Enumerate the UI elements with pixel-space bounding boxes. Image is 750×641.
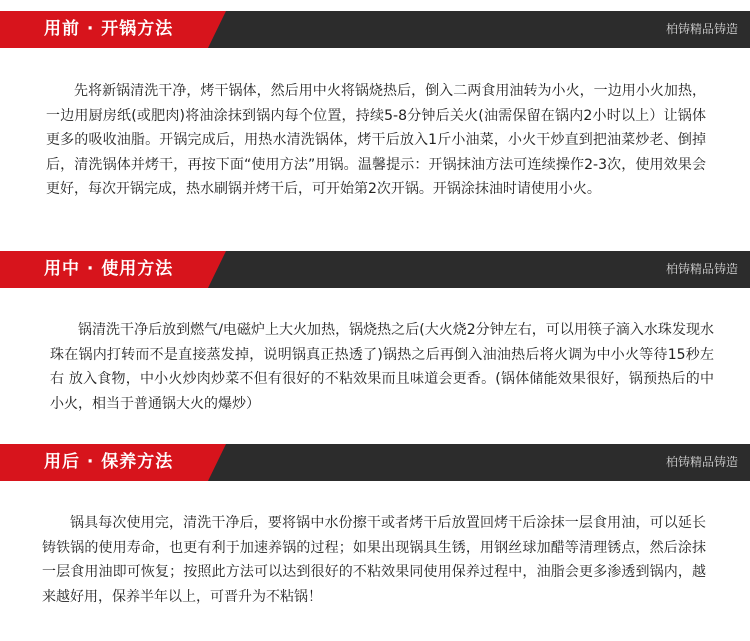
brand-label: 柏铸精品铸造 [665, 455, 738, 469]
section-title: 用前 · 开锅方法 [44, 19, 174, 39]
section-title: 用中 · 使用方法 [44, 259, 174, 279]
section-title: 用后 · 保养方法 [44, 452, 174, 472]
section-header-before-use [0, 11, 750, 48]
section-body: 锅清洗干净后放到燃气/电磁炉上大火加热，锅烧热之后(大火烧2分钟左右，可以用筷子滴入水珠发现水珠在锅内打转而不是直接蒸发掉，说明锅真正热透了)锅热之后再倒入油油热后将火调为中小火等待15秒左右 放入食物，中小火炒肉炒菜不但有很好的不粘效果而且味道会更香。(锅体储能效果很好，锅预热后的中小火，相当于普通锅大火的爆炒） [50, 322, 714, 412]
brand-label: 柏铸精品铸造 [665, 262, 738, 276]
section-header-during-use [0, 251, 750, 288]
section-body: 锅具每次使用完，清洗干净后，要将锅中水份擦干或者烤干后放置回烤干后涂抹一层食用油，可以延长铸铁锅的使用寿命，也更有利于加速养锅的过程；如果出现锅具生锈，用钢丝球加醋等清理锈点，然后涂抹一层食用油即可恢复；按照此方法可以达到很好的不粘效果同使用保养过程中，油脂会更多渗透到锅内，越来越好用，保养半年以上，可晋升为不粘锅！ [42, 515, 706, 605]
brand-label: 柏铸精品铸造 [665, 22, 738, 36]
section-body: 先将新锅清洗干净，烤干锅体，然后用中火将锅烧热后，倒入二两食用油转为小火，一边用小火加热，一边用厨房纸(或肥肉)将油涂抹到锅内每个位置，持续5-8分钟后关火(油需保留在锅内2小时以上）让锅体更多的吸收油脂。开锅完成后，用热水清洗锅体，烤干后放入1斤小油菜，小火干炒直到把油菜炒老、倒掉后，清洗锅体并烤干，再按下面“使用方法”用锅。温馨提示：开锅抹油方法可连续操作2-3次，使用效果会更好，每次开锅完成，热水刷锅并烤干后，可开始第2次开锅。开锅涂抹油时请使用小火。 [46, 83, 706, 197]
section-header-after-use [0, 444, 750, 481]
